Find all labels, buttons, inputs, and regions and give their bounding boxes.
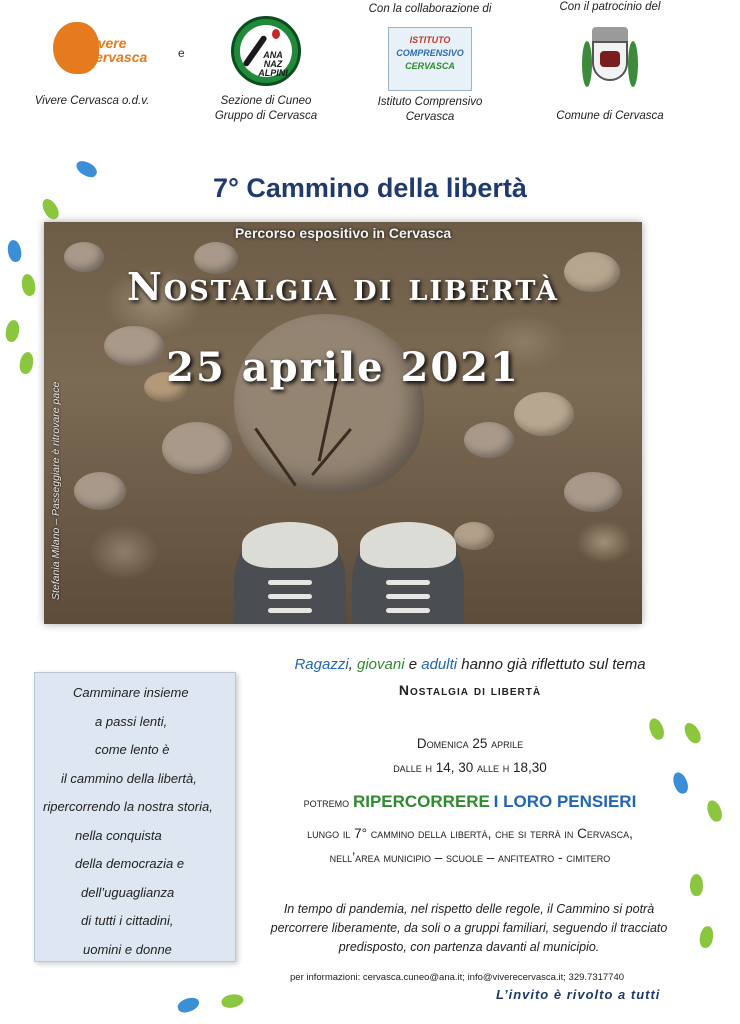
partner-comune-cervasca xyxy=(530,0,690,124)
area-line: nell’area municipio – scuole – anfiteatro - cimitero xyxy=(329,850,611,865)
theme-title: Nostalgia di libertà xyxy=(398,682,542,698)
quote-line: Camminare insieme xyxy=(73,685,189,700)
ana-alpini-logo: ANA NAZ ALPINI xyxy=(231,16,301,86)
quote-line: il cammino della libertà, xyxy=(61,770,197,786)
quote-box xyxy=(34,672,236,962)
partner-name: Comune di Cervasca xyxy=(556,110,664,122)
footprint-icon xyxy=(698,925,715,949)
footprint-icon xyxy=(176,995,201,1015)
quote-line: della democrazia e xyxy=(75,856,185,871)
event-title: 7° Cammino della libertà xyxy=(213,173,527,203)
quote-line: a passi lenti, xyxy=(95,713,168,729)
event-time: dalle h 14, 30 alle h 18,30 xyxy=(393,760,547,775)
footprint-icon xyxy=(6,239,23,263)
poster-subtitle: Percorso espositivo in Cervasca xyxy=(234,225,452,241)
contact-info: per informazioni: cervasca.cuneo@ana.it; info@viverecervasca.it; 329.7317740 xyxy=(290,972,625,983)
patronage-caption: Con il patrocinio del xyxy=(559,1,661,13)
retrace-line: potremo RIPERCORRERE I LORO PENSIERI xyxy=(303,792,637,811)
left-sneaker xyxy=(234,522,346,624)
vivere-cervasca-logo: Vivere Cervasca xyxy=(47,16,137,78)
partner-ana-cervasca xyxy=(196,16,336,124)
quote-line: dell’uguaglianza xyxy=(81,884,175,900)
footprint-icon xyxy=(20,273,37,297)
poster-image xyxy=(44,222,642,624)
quote-line: uomini e donne xyxy=(83,941,172,957)
and-word: e xyxy=(178,46,185,60)
pandemic-notice: In tempo di pandemia, nel rispetto delle regole, il Cammino si potrà percorrere liberamente, da soli o a gruppi familiari, seguendo il tracciato predisposto, con partenza davanti al municipio. xyxy=(270,902,668,954)
right-sneaker xyxy=(352,522,464,624)
comune-coat-of-arms-icon xyxy=(588,27,632,93)
footprint-icon xyxy=(690,874,703,896)
photo-credit: Stefania Milano – Passeggiare è ritrovare pace xyxy=(50,381,62,600)
partner-vivere-cervasca xyxy=(12,16,172,109)
partner-name: Istituto Comprensivo Cervasca xyxy=(377,96,483,123)
footprint-icon xyxy=(221,993,245,1010)
istituto-comprensivo-logo: ISTITUTO COMPRENSIVO CERVASCA xyxy=(388,27,472,91)
footprint-icon xyxy=(4,319,21,343)
poster-date: 25 aprile 2021 xyxy=(166,344,520,391)
collaboration-caption: Con la collaborazione di xyxy=(368,3,492,15)
intro-line: Ragazzi, giovani e adulti hanno già riflettuto sul tema xyxy=(294,656,646,673)
quote-line: come lento è xyxy=(95,742,170,757)
quote-line: ripercorrendo la nostra storia, xyxy=(43,799,213,814)
partner-name: Vivere Cervasca o.d.v. xyxy=(34,95,150,107)
quote-line: nella conquista xyxy=(75,827,162,843)
footprint-icon xyxy=(18,351,35,375)
quote-line: di tutti i cittadini, xyxy=(81,913,174,928)
poster-headline: Nostalgia di libertà xyxy=(127,264,559,309)
invitation-line: L’invito è rivolto a tutti xyxy=(496,987,661,1002)
footprint-icon xyxy=(705,798,725,823)
event-date: Domenica 25 aprile xyxy=(416,736,524,751)
route-line: lungo il 7° cammino della libertà, che si terrà in Cervasca, xyxy=(307,826,633,841)
partner-istituto-comprensivo xyxy=(360,2,500,125)
partner-name: Sezione di Cuneo Gruppo di Cervasca xyxy=(214,95,318,122)
